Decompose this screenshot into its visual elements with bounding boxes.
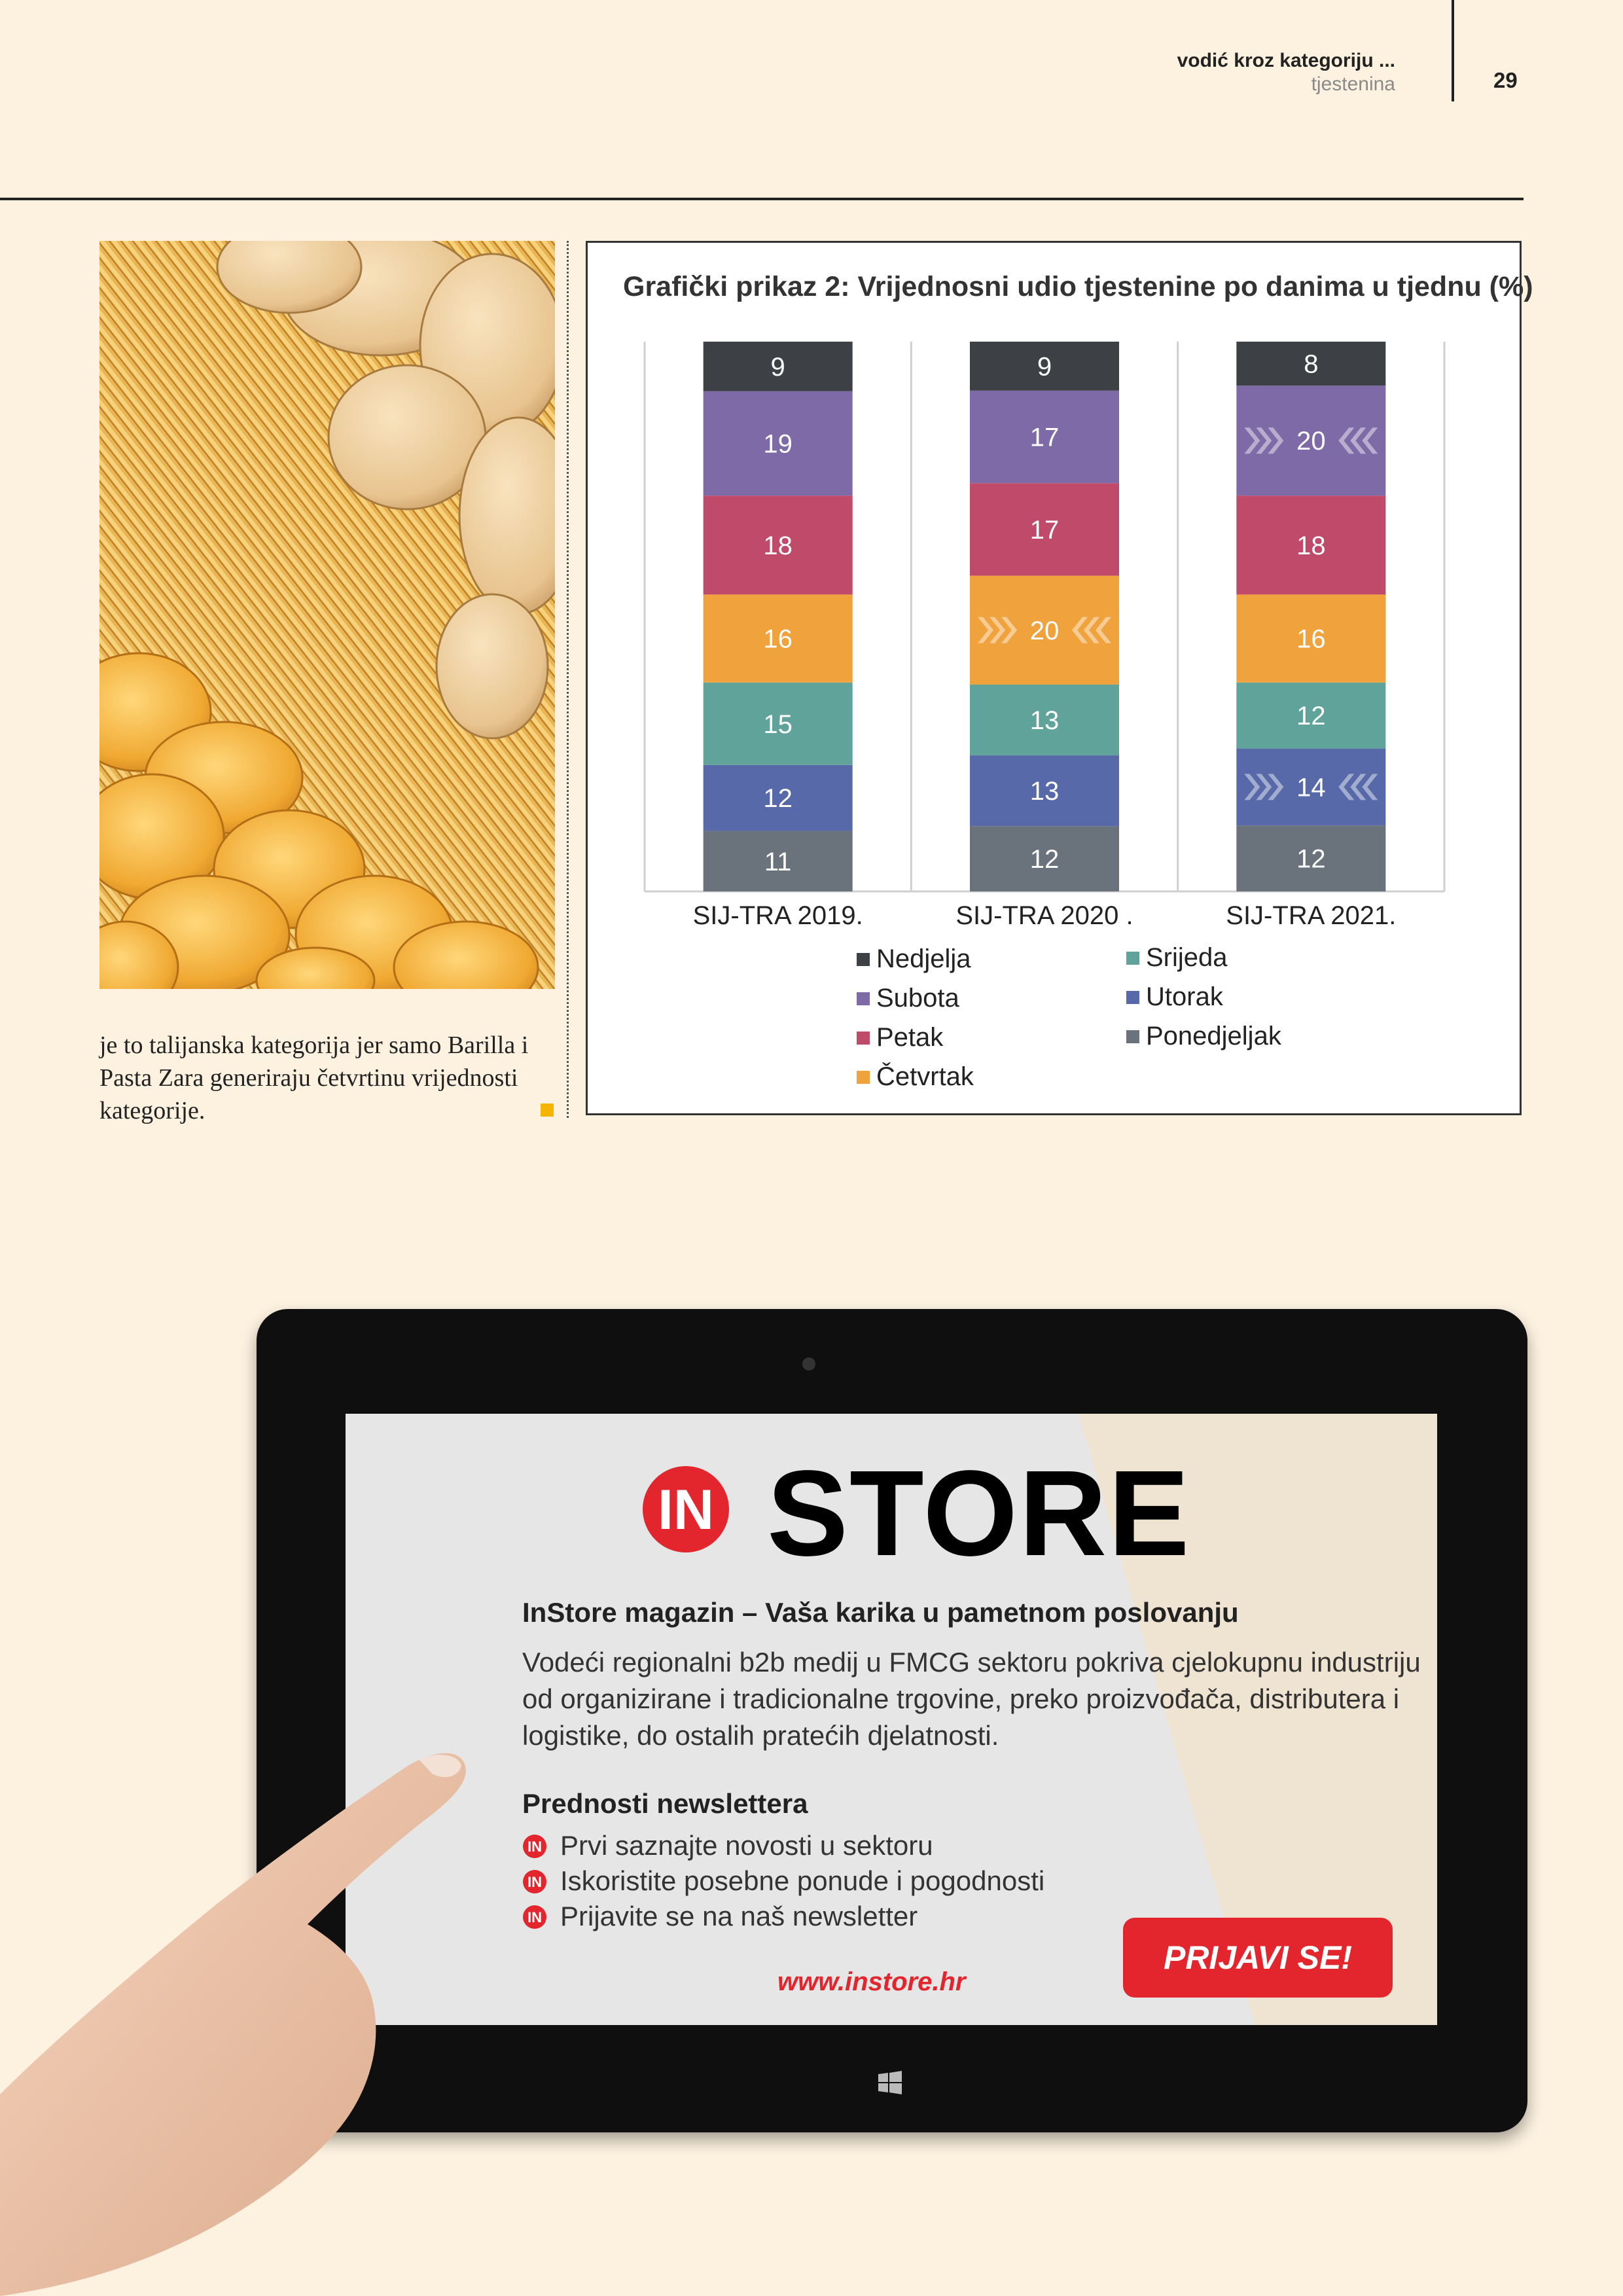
header-rule <box>0 198 1524 200</box>
benefits-title: Prednosti newslettera <box>522 1788 808 1819</box>
legend-label: Srijeda <box>1146 943 1228 972</box>
bullet-badge-text: IN <box>527 1839 542 1855</box>
instore-logo-icon <box>640 1463 732 1555</box>
bar-value-label: 13 <box>1029 777 1060 806</box>
legend-swatch <box>1126 1030 1139 1043</box>
instore-logo-wordmark: STORE <box>767 1446 1191 1581</box>
bar-value-label: 19 <box>763 429 793 459</box>
article-line: Pasta Zara generiraju četvrtinu vrijednosti <box>99 1064 518 1092</box>
x-tick-label: SIJ-TRA 2020 . <box>955 901 1133 930</box>
bullet-badge-text: IN <box>527 1874 542 1890</box>
running-header-subtitle: tjestenina <box>1311 73 1395 95</box>
bar-value-label: 9 <box>1037 352 1052 382</box>
bar-value-label: 17 <box>1029 515 1060 545</box>
stacked-bar-chart <box>586 241 1522 1115</box>
header-divider-vertical <box>1452 0 1454 101</box>
chart-title: Grafički prikaz 2: Vrijednosni udio tjestenine po danima u tjednu (%) <box>623 271 1533 302</box>
legend-label: Subota <box>876 984 959 1013</box>
legend-label: Utorak <box>1146 982 1223 1011</box>
in-bullet-icon <box>522 1905 547 1929</box>
bar-value-label: 16 <box>1296 624 1326 654</box>
legend-swatch <box>857 992 870 1005</box>
pasta-photo <box>99 241 555 989</box>
article-line: kategorije. <box>99 1097 205 1124</box>
x-tick-label: SIJ-TRA 2021. <box>1226 901 1397 930</box>
bar-value-label: 13 <box>1029 706 1060 736</box>
end-of-article-square <box>541 1103 554 1117</box>
bar-value-label: 9 <box>770 352 785 382</box>
bullet-badge-text: IN <box>527 1909 542 1926</box>
ad-description-line: od organizirane i tradicionalne trgovine, preko proizvođača, distributera i <box>522 1683 1400 1714</box>
bar-value-label: 12 <box>1029 845 1060 874</box>
bar-value-label: 20 <box>1029 616 1060 645</box>
bar-value-label: 16 <box>763 624 793 654</box>
bar-value-label: 11 <box>764 847 792 876</box>
bar-value-label: 12 <box>1296 702 1326 731</box>
logo-badge-text: IN <box>658 1479 714 1541</box>
bar-value-label: 20 <box>1296 427 1326 456</box>
windows-logo-icon <box>878 2071 902 2094</box>
benefit-label: Iskoristite posebne ponude i pogodnosti <box>560 1865 1045 1896</box>
in-bullet-icon <box>522 1834 547 1859</box>
legend-label: Petak <box>876 1023 944 1052</box>
article-line: je to talijanska kategorija jer samo Barilla i <box>99 1031 529 1059</box>
tablet-camera <box>802 1357 815 1371</box>
x-tick-label: SIJ-TRA 2019. <box>692 901 863 930</box>
in-bullet-icon <box>522 1869 547 1894</box>
subscribe-button[interactable]: PRIJAVI SE! <box>1123 1918 1393 1998</box>
website-link[interactable]: www.instore.hr <box>777 1967 966 1996</box>
bar-value-label: 18 <box>1296 531 1326 560</box>
article-text <box>99 1029 551 1127</box>
bar-value-label: 15 <box>763 709 793 739</box>
page-number: 29 <box>1493 68 1518 92</box>
ad-description-line: Vodeći regionalni b2b medij u FMCG sektoru pokriva cjelokupnu industriju <box>522 1647 1421 1677</box>
legend-swatch <box>1126 991 1139 1004</box>
ad-heading: InStore magazin – Vaša karika u pametnom poslovanju <box>522 1597 1239 1628</box>
benefit-label: Prvi saznajte novosti u sektoru <box>560 1830 933 1861</box>
ad-description-line: logistike, do ostalih pratećih djelatnosti. <box>522 1720 999 1751</box>
column-divider <box>567 241 569 1118</box>
legend-swatch <box>1126 952 1139 965</box>
bar-value-label: 14 <box>1296 773 1326 802</box>
bar-value-label: 18 <box>763 531 793 560</box>
legend-swatch <box>857 953 870 966</box>
pointing-hand-illustration <box>0 1728 497 2296</box>
legend-label: Nedjelja <box>876 944 971 973</box>
bar-value-label: 17 <box>1029 423 1060 452</box>
legend-swatch <box>857 1071 870 1084</box>
legend-label: Četvrtak <box>876 1062 974 1091</box>
bar-value-label: 8 <box>1304 350 1319 379</box>
legend-swatch <box>857 1031 870 1045</box>
legend-label: Ponedjeljak <box>1146 1022 1281 1050</box>
benefit-label: Prijavite se na naš newsletter <box>560 1901 918 1931</box>
bar-value-label: 12 <box>1296 844 1326 874</box>
running-header-title: vodić kroz kategoriju ... <box>1177 50 1395 71</box>
bar-value-label: 12 <box>763 784 793 814</box>
